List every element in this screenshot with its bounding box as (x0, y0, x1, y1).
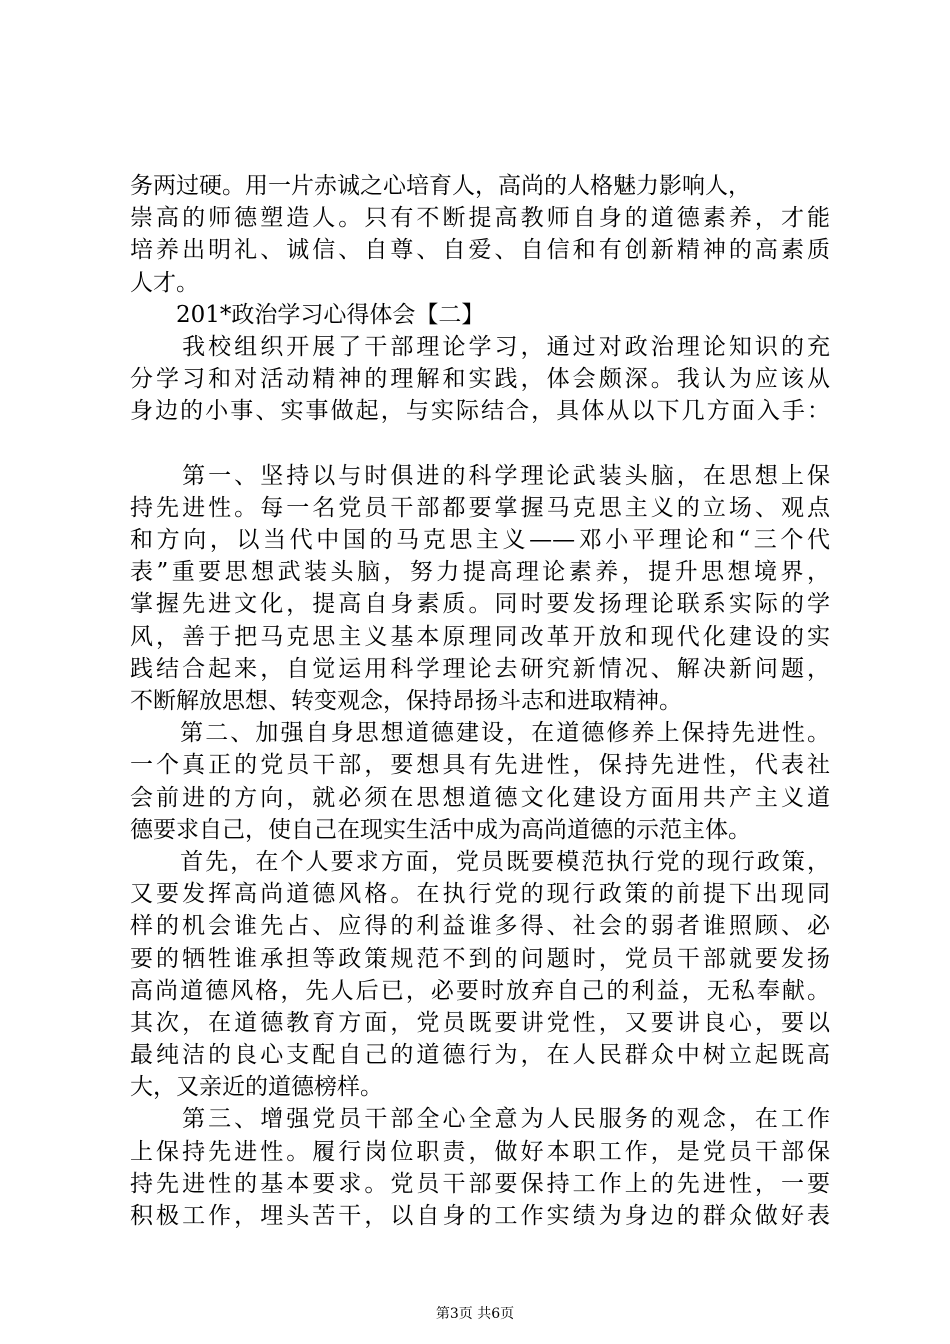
page-footer (0, 1305, 950, 1323)
text-line: 上保持先进性。履行岗位职责，做好本职工作，是党员干部保 (130, 1138, 830, 1165)
document-body (130, 170, 830, 1232)
text-line: 高尚道德风格，先人后已，必要时放弃自己的利益，无私奉献。 (130, 977, 830, 1004)
text-line: 持先进性。每一名党员干部都要掌握马克思主义的立场、观点 (130, 494, 830, 521)
text-line: 首先，在个人要求方面，党员既要模范执行党的现行政策， (130, 848, 830, 875)
text-line: 一个真正的党员干部，要想具有先进性，保持先进性，代表社 (130, 752, 830, 779)
text-line: 崇高的师德塑造人。只有不断提高教师自身的道德素养，才能 (130, 205, 830, 232)
text-line: 持先进性的基本要求。党员干部要保持工作上的先进性，一要 (130, 1170, 830, 1197)
text-line: 会前进的方向，就必须在思想道德文化建设方面用共产主义道 (130, 784, 830, 811)
text-line: 德要求自己，使自己在现实生活中成为高尚道德的示范主体。 (130, 816, 751, 843)
text-line: 务两过硬。用一片赤诚之心培育人，高尚的人格魅力影响人， (130, 173, 751, 199)
page-number: 第3页 共6页 (435, 1306, 515, 1322)
text-line: 其次，在道德教育方面，党员既要讲党性，又要讲良心，要以 (130, 1009, 830, 1036)
text-line: 掌握先进文化，提高自身素质。同时要发扬理论联系实际的学 (130, 591, 830, 618)
text-line: 第三、增强党员干部全心全意为人民服务的观念，在工作 (130, 1106, 830, 1133)
text-line: 人才。 (130, 269, 199, 296)
text-line: 表”重要思想武装头脑，努力提高理论素养，提升思想境界， (130, 559, 830, 586)
text-line: 第二、加强自身思想道德建设，在道德修养上保持先进性。 (130, 720, 830, 747)
text-line: 分学习和对活动精神的理解和实践，体会颇深。我认为应该从 (130, 366, 830, 393)
text-line: 培养出明礼、诚信、自尊、自爱、自信和有创新精神的高素质 (130, 237, 830, 264)
text-line: 不断解放思想、转变观念，保持昂扬斗志和进取精神。 (130, 688, 682, 714)
text-line: 大，又亲近的道德榜样。 (130, 1074, 383, 1101)
text-line: 和方向，以当代中国的马克思主义——邓小平理论和“三个代 (130, 527, 830, 554)
text-line: 第一、坚持以与时俱进的科学理论武装头脑，在思想上保 (130, 462, 830, 489)
text-line: 践结合起来，自觉运用科学理论去研究新情况、解决新问题， (130, 655, 830, 682)
text-line: 我校组织开展了干部理论学习，通过对政治理论知识的充 (130, 333, 830, 360)
text-line: 身边的小事、实事做起，与实际结合，具体从以下几方面入手： (130, 398, 830, 425)
text-line: 最纯洁的良心支配自己的道德行为，在人民群众中树立起既高 (130, 1042, 830, 1069)
text-line: 要的牺牲谁承担等政策规范不到的问题时，党员干部就要发扬 (130, 945, 830, 972)
blank-line (130, 428, 830, 460)
text-line: 积极工作，埋头苦干，以自身的工作实绩为身边的群众做好表 (130, 1203, 830, 1229)
text-line: 风，善于把马克思主义基本原理同改革开放和现代化建设的实 (130, 623, 830, 650)
text-line: 样的机会谁先占、应得的利益谁多得、社会的弱者谁照顾、必 (130, 913, 830, 940)
text-line: 又要发挥高尚道德风格。在执行党的现行政策的前提下出现同 (130, 881, 830, 908)
section-heading: 201*政治学习心得体会【二】 (130, 301, 485, 328)
